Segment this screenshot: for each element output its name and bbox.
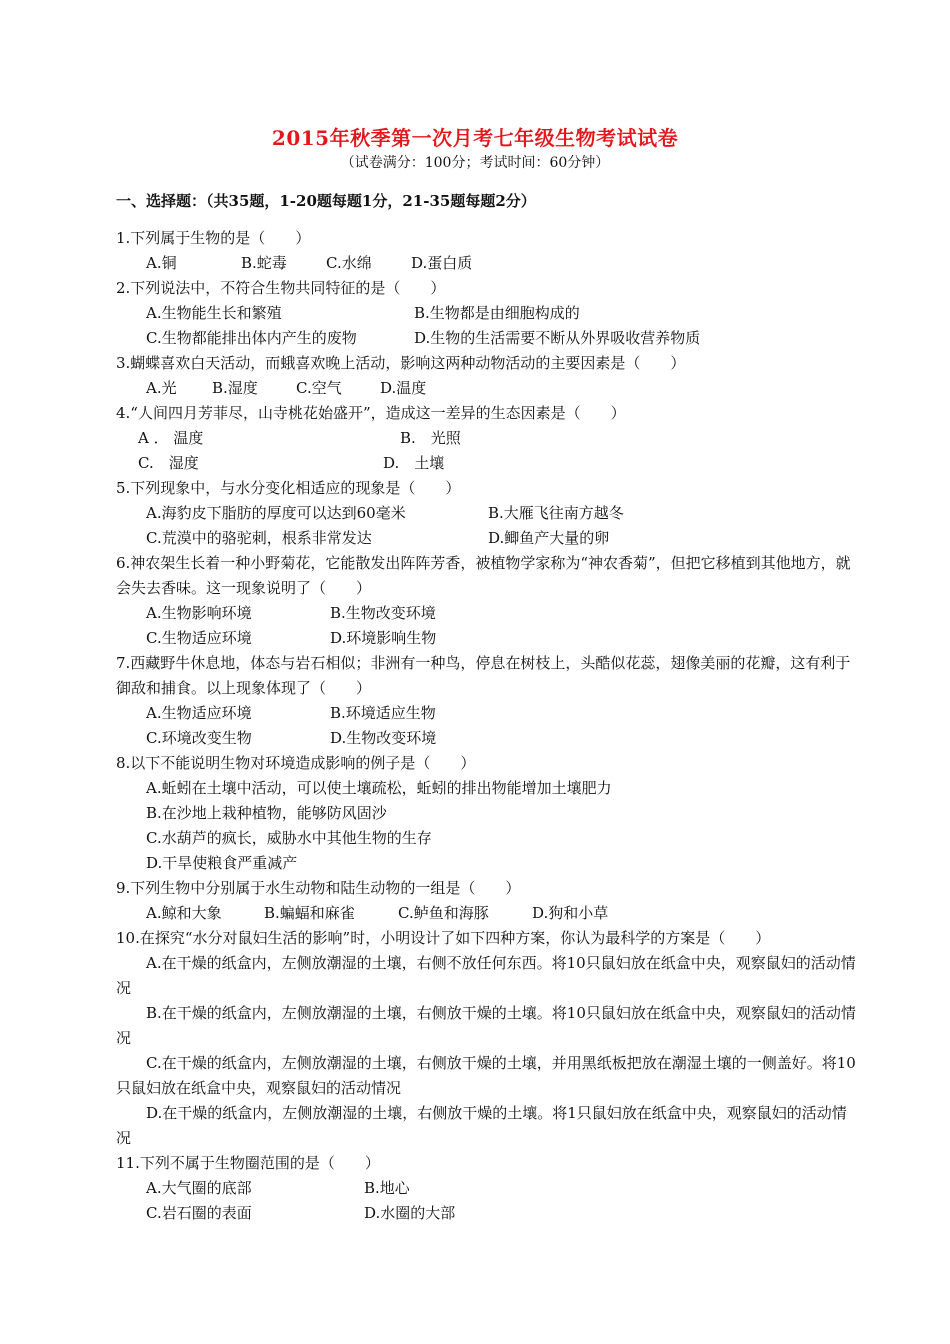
- section-heading: 一、选择题：（共35题，1-20题每题1分，21-35题每题2分）: [116, 192, 536, 210]
- option: D.温度: [380, 379, 427, 397]
- question-stem: 4.“人间四月芳菲尽，山寺桃花始盛开”，造成这一差异的生态因素是（ ）: [116, 404, 626, 422]
- exam-info: （试卷满分：100分；考试时间：60分钟）: [340, 155, 610, 171]
- option: C.鲈鱼和海豚: [398, 904, 489, 922]
- option-row: [116, 601, 861, 626]
- question-stem: 8.以下不能说明生物对环境造成影响的例子是（ ）: [116, 754, 476, 772]
- option: D.狗和小草: [532, 904, 609, 922]
- question-list: [116, 226, 861, 1226]
- option: B.蝙蝠和麻雀: [264, 904, 355, 922]
- question-1: [116, 226, 861, 276]
- option: A.光: [146, 379, 177, 397]
- option: D. 土壤: [383, 454, 445, 472]
- option: C.在干燥的纸盒内，左侧放潮湿的土壤，右侧放干燥的土壤，并用黑纸板把放在潮湿土壤的一侧盖好。将10只鼠妇放在纸盒中央，观察鼠妇的活动情况: [116, 1054, 856, 1097]
- question-stem: 11.下列不属于生物圈范围的是（ ）: [116, 1154, 380, 1172]
- option-row: [116, 526, 861, 551]
- option: C.岩石圈的表面: [146, 1204, 252, 1222]
- option-row: [116, 626, 861, 651]
- option: B.生物都是由细胞构成的: [414, 304, 580, 322]
- question-stem: 6.神农架生长着一种小野菊花，它能散发出阵阵芳香，被植物学家称为“神农香菊”，但把它移植到其他地方，就会失去香味。这一现象说明了（ ）: [116, 554, 851, 597]
- option: A.在干燥的纸盒内，左侧放潮湿的土壤，右侧不放任何东西。将10只鼠妇放在纸盒中央，观察鼠妇的活动情况: [116, 954, 856, 997]
- option: D.生物改变环境: [330, 729, 437, 747]
- option-row: [116, 701, 861, 726]
- option-row: [116, 451, 861, 476]
- question-stem: 9.下列生物中分别属于水生动物和陆生动物的一组是（ ）: [116, 879, 521, 897]
- option: B.在沙地上栽种植物，能够防风固沙: [146, 804, 387, 822]
- option: B.地心: [364, 1179, 410, 1197]
- option-row: [116, 1176, 861, 1201]
- option: D.蛋白质: [411, 254, 473, 272]
- question-6: [116, 551, 861, 651]
- question-7: [116, 651, 861, 751]
- page-title: 2015年秋季第一次月考七年级生物考试试卷: [271, 126, 679, 150]
- option: C.生物适应环境: [146, 629, 252, 647]
- question-9: [116, 876, 861, 926]
- option: A.大气圈的底部: [146, 1179, 252, 1197]
- option-row: [116, 326, 861, 351]
- question-5: [116, 476, 861, 551]
- option: D.干旱使粮食严重减产: [146, 854, 298, 872]
- option: B. 光照: [400, 429, 461, 447]
- option: A.铜: [146, 254, 177, 272]
- option-row: [116, 1201, 861, 1226]
- question-3: [116, 351, 861, 401]
- option: C.荒漠中的骆驼刺，根系非常发达: [146, 529, 372, 547]
- option: B.环境适应生物: [330, 704, 436, 722]
- question-10: [116, 926, 861, 1151]
- option: A.生物能生长和繁殖: [146, 304, 282, 322]
- option: A ． 温度: [138, 429, 204, 447]
- option: A.生物影响环境: [146, 604, 252, 622]
- option: D.鲫鱼产大量的卵: [488, 529, 610, 547]
- option-row: [116, 501, 861, 526]
- option: C. 湿度: [138, 454, 199, 472]
- question-stem: 7.西藏野牛休息地，体态与岩石相似；非洲有一种鸟，停息在树枝上，头酷似花蕊，翅像美丽的花瓣，这有利于御敌和捕食。以上现象体现了（ ）: [116, 654, 851, 697]
- option: B.大雁飞往南方越冬: [488, 504, 624, 522]
- option: A.海豹皮下脂肪的厚度可以达到60毫米: [146, 504, 406, 522]
- option: B.生物改变环境: [330, 604, 436, 622]
- option: A.蚯蚓在土壤中活动，可以使土壤疏松，蚯蚓的排出物能增加土壤肥力: [146, 779, 612, 797]
- option: D.环境影响生物: [330, 629, 437, 647]
- option: B.蛇毒: [241, 254, 287, 272]
- question-8: [116, 751, 861, 876]
- question-11: [116, 1151, 861, 1226]
- option: A.鲸和大象: [146, 904, 222, 922]
- option: C.生物都能排出体内产生的废物: [146, 329, 357, 347]
- option: C.环境改变生物: [146, 729, 252, 747]
- question-stem: 10.在探究“水分对鼠妇生活的影响”时，小明设计了如下四种方案，你认为最科学的方案是（ ）: [116, 929, 771, 947]
- question-4: [116, 401, 861, 476]
- option: B.湿度: [212, 379, 258, 397]
- option: B.在干燥的纸盒内，左侧放潮湿的土壤，右侧放干燥的土壤。将10只鼠妇放在纸盒中央，观察鼠妇的活动情况: [116, 1004, 856, 1047]
- question-stem: 5.下列现象中，与水分变化相适应的现象是（ ）: [116, 479, 461, 497]
- option: D.在干燥的纸盒内，左侧放潮湿的土壤，右侧放干燥的土壤。将1只鼠妇放在纸盒中央，观察鼠妇的活动情况: [116, 1104, 847, 1147]
- question-stem: 2.下列说法中，不符合生物共同特征的是（ ）: [116, 279, 446, 297]
- option: C.水葫芦的疯长，威胁水中其他生物的生存: [146, 829, 432, 847]
- option: C.水绵: [326, 254, 372, 272]
- option-row: [116, 301, 861, 326]
- option-row: [116, 251, 861, 276]
- option: D.水圈的大部: [364, 1204, 456, 1222]
- option-row: [116, 901, 861, 926]
- question-stem: 1.下列属于生物的是（ ）: [116, 229, 311, 247]
- option: C.空气: [296, 379, 342, 397]
- option: A.生物适应环境: [146, 704, 252, 722]
- question-stem: 3.蝴蝶喜欢白天活动，而蛾喜欢晚上活动，影响这两种动物活动的主要因素是（ ）: [116, 354, 686, 372]
- option-row: [116, 426, 861, 451]
- option-row: [116, 376, 861, 401]
- option-row: [116, 726, 861, 751]
- option: D.生物的生活需要不断从外界吸收营养物质: [414, 329, 701, 347]
- question-2: [116, 276, 861, 351]
